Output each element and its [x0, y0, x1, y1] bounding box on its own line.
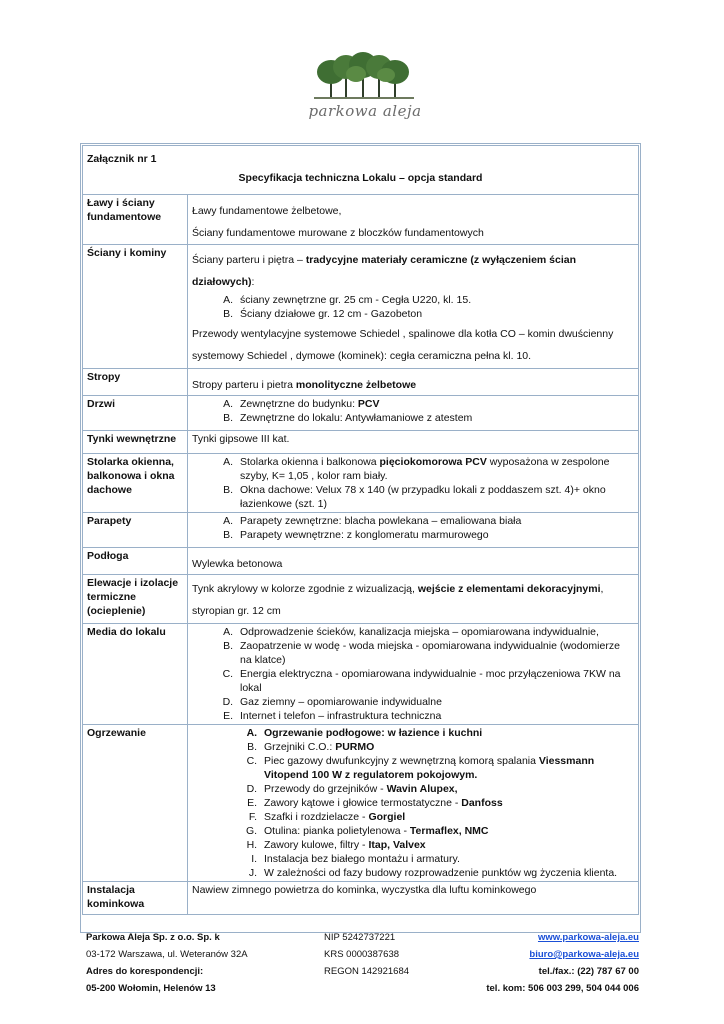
text-plain: : [251, 276, 255, 288]
row-ceilings [83, 369, 639, 396]
text-line: Ściany fundamentowe murowane z bloczków fundamentowych [192, 227, 484, 239]
phone-fax: tel./fax.: (22) 787 67 00 [538, 966, 639, 977]
list-item [260, 796, 634, 810]
text-plain: Stolarka okienna i balkonowa [240, 456, 380, 468]
text-bold: Itap, Valvex [368, 839, 426, 851]
list-item [260, 810, 634, 824]
spec-table [82, 145, 639, 915]
row-label: Media do lokalu [83, 624, 188, 725]
list-item [260, 838, 634, 852]
text-bold: PURMO [335, 741, 375, 753]
text-bold: tradycyjne materiały ceramiczne (z wyłączeniem ścian działowych) [192, 254, 577, 288]
row-label: Ławy i ściany fundamentowe [83, 195, 188, 245]
ceilings-text [192, 378, 634, 392]
list-item: B. Parapety wewnętrzne: z konglomeratu marmurowego [236, 528, 634, 542]
footer-row [86, 983, 639, 1000]
text-plain: Tynk akrylowy w kolorze zgodnie z wizualizacją, [192, 583, 418, 595]
text-bold: Danfoss [461, 797, 503, 809]
list-item [260, 782, 634, 796]
text-plain: , styropian gr. 12 cm [192, 583, 604, 617]
list-item: A. Ogrzewanie podłogowe: w łazience i kuchni [260, 726, 634, 740]
row-value [188, 454, 639, 513]
row-foundations [83, 195, 639, 245]
email-link[interactable]: biuro@parkowa-aleja.eu [529, 949, 639, 960]
list-item: A. ściany zewnętrzne gr. 25 cm - Cegła U220, kl. 15. [236, 293, 634, 307]
company-logo [290, 50, 440, 130]
list-item: D. Gaz ziemny – opomiarowanie indywidualne [236, 695, 634, 709]
row-fireplace [83, 882, 639, 915]
row-label: Drzwi [83, 396, 188, 431]
nip-number: NIP 5242737221 [324, 932, 396, 943]
text-bold: pięciokomorowa PCV [379, 456, 487, 468]
page-footer [86, 932, 639, 1000]
list-item: B. Zewnętrzne do lokalu: Antywłamaniowe z atestem [236, 411, 634, 425]
trees-icon [290, 50, 440, 105]
text-bold: wejście z elementami dekoracyjnymi [417, 583, 601, 595]
text-bold: PCV [357, 398, 380, 410]
list-item: B. Okna dachowe: Velux 78 x 140 (w przypadku lokali z poddaszem szt. 4)+ okno łazienkowe (szt. 1) [236, 483, 634, 511]
row-value: Nawiew zimnego powietrza do kominka, wyczystka dla luftu kominkowego [188, 882, 639, 915]
row-value [188, 548, 639, 575]
list-item: J. W zależności od fazy budowy rozprowadzenie punktów wg życzenia klienta. [260, 866, 634, 880]
row-value: Tynki gipsowe III kat. [188, 431, 639, 454]
list-item: A. Odprowadzenie ścieków, kanalizacja miejska – opomiarowana indywidualnie, [236, 625, 634, 639]
text-plain: Szafki i rozdzielacze - [264, 811, 369, 823]
walls-vent: Przewody wentylacyjne systemowe Schiedel , spalinowe dla kotła CO – komin dwuścienny systemowy Schiedel , dymowe (kominek): cegła ceramiczna pełna kl. 10. [192, 328, 614, 362]
row-label: Elewacje i izolacje termiczne (ocieplenie) [83, 575, 188, 624]
row-label: Ściany i kominy [83, 245, 188, 369]
list-item: A. Parapety zewnętrzne: blacha powlekana – emaliowana biała [236, 514, 634, 528]
text-plain: wyposażona w zespolone szyby, K= 1,05 , kolor ram biały. [240, 456, 610, 482]
row-walls [83, 245, 639, 369]
text-plain: Zawory kątowe i głowice termostatyczne - [264, 797, 462, 809]
facade-text [192, 578, 634, 622]
row-doors [83, 396, 639, 431]
footer-row [86, 966, 639, 983]
mobile-phones: tel. kom: 506 003 299, 504 044 006 [486, 983, 639, 994]
text-bold: Viessmann Vitopend 100 W z regulatorem pokojowym. [264, 755, 595, 781]
list-item [260, 754, 634, 782]
list-item [260, 824, 634, 838]
krs-number: KRS 0000387638 [324, 949, 400, 960]
list-item: C. Energia elektryczna - opomiarowana indywidualnie - moc przyłączeniowa 7KW na lokal [236, 667, 634, 695]
list-item: B. Zaopatrzenie w wodę - woda miejska - opomiarowana indywidualnie (wodomierze na klatce) [236, 639, 634, 667]
row-value [188, 369, 639, 396]
list-item [236, 397, 634, 411]
row-label: Parapety [83, 513, 188, 548]
header-row [83, 146, 639, 195]
website-link[interactable]: www.parkowa-aleja.eu [537, 932, 639, 943]
doors-list [192, 397, 634, 425]
row-label: Podłoga [83, 548, 188, 575]
row-media [83, 624, 639, 725]
text-plain: Ściany parteru i piętra – [192, 254, 306, 266]
text-plain: Grzejniki C.O.: [264, 741, 336, 753]
list-item [236, 455, 634, 483]
text-plain: Zawory kulowe, filtry - [264, 839, 369, 851]
text-plain: Otulina: pianka polietylenowa - [264, 825, 410, 837]
annex-label: Załącznik nr 1 [87, 153, 157, 165]
row-value [188, 195, 639, 245]
text-plain: Przewody do grzejników - [264, 783, 387, 795]
row-label: Stolarka okienna, balkonowa i okna dachowe [83, 454, 188, 513]
text-line: Ławy fundamentowe żelbetowe, [192, 205, 342, 217]
text-plain: Piec gazowy dwufunkcyjny z wewnętrzną komorą spalania [264, 755, 539, 767]
text-plain: Zewnętrzne do budynku: [240, 398, 358, 410]
list-item: E. Internet i telefon – infrastruktura techniczna [236, 709, 634, 723]
heating-list [192, 726, 634, 880]
text-bold: Wavin Alupex, [386, 783, 458, 795]
footer-row [86, 949, 639, 966]
row-heating [83, 725, 639, 882]
row-value [188, 513, 639, 548]
row-sills [83, 513, 639, 548]
sills-list [192, 514, 634, 542]
list-item: I. Instalacja bez białego montażu i armatury. [260, 852, 634, 866]
text-bold: Gorgiel [368, 811, 406, 823]
company-address: 03-172 Warszawa, ul. Weteranów 32A [86, 949, 248, 960]
floor-text: Wylewka betonowa [192, 558, 283, 570]
row-plaster [83, 431, 639, 454]
list-item [260, 740, 634, 754]
row-label: Stropy [83, 369, 188, 396]
header-cell [83, 146, 639, 195]
row-floor [83, 548, 639, 575]
footer-row [86, 932, 639, 949]
walls-intro [192, 249, 634, 293]
text-bold: Termaflex, NMC [409, 825, 489, 837]
row-label: Instalacja kominkowa [83, 882, 188, 915]
row-value [188, 725, 639, 882]
row-value [188, 396, 639, 431]
spec-title: Specyfikacja techniczna Lokalu – opcja standard [238, 172, 483, 184]
correspondence-label: Adres do korespondencji: [86, 966, 204, 977]
row-facade [83, 575, 639, 624]
row-windows [83, 454, 639, 513]
walls-list [192, 293, 634, 321]
row-label: Ogrzewanie [83, 725, 188, 882]
media-list [192, 625, 634, 723]
company-name: Parkowa Aleja Sp. z o.o. Sp. k [86, 932, 220, 943]
text-plain: Stropy parteru i pietra [192, 379, 296, 391]
correspondence-address: 05-200 Wołomin, Helenów 13 [86, 983, 216, 994]
row-value [188, 245, 639, 369]
regon-number: REGON 142921684 [324, 966, 410, 977]
logo-wordmark: parkowa aleja [308, 102, 422, 120]
list-item: B. Ściany działowe gr. 12 cm - Gazobeton [236, 307, 634, 321]
row-label: Tynki wewnętrzne [83, 431, 188, 454]
windows-list [192, 455, 634, 511]
row-value [188, 624, 639, 725]
text-bold: monolityczne żelbetowe [295, 379, 417, 391]
row-value [188, 575, 639, 624]
